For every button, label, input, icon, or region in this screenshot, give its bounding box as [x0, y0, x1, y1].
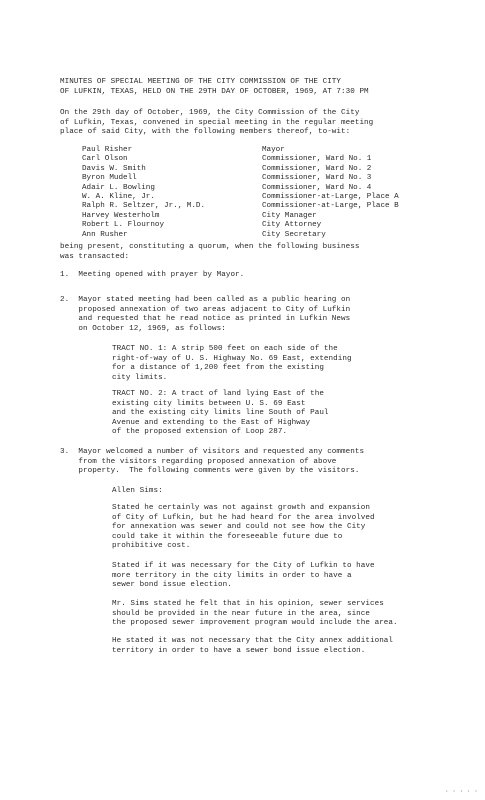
member-name: Byron Mudell [82, 174, 137, 183]
agenda-item-3: 3. Mayor welcomed a number of visitors and requested any comments from the visitors regarding proposed annexation of above property. The following comments were given by the visitors. [60, 448, 365, 476]
member-role: Commissioner-at-Large, Place A [262, 192, 399, 201]
tract-1-description: TRACT NO. 1: A strip 500 feet on each side of the right-of-way of U. S. Highway No. 69 East, extending for a distance of 1,200 feet from the existing city limits. [112, 345, 352, 382]
member-name: Robert L. Flournoy [82, 221, 165, 230]
member-row [82, 212, 442, 221]
agenda-item-1: 1. Meeting opened with prayer by Mayor. [60, 271, 245, 279]
quorum-paragraph: being present, constituting a quorum, when the following business was transacted: [60, 243, 360, 261]
member-row [82, 221, 442, 230]
member-role: Mayor [262, 146, 285, 154]
comment-paragraph: Stated if it was necessary for the City of Lufkin to have more territory in the city limits in order to have a sewer bond issue election. [112, 562, 375, 590]
member-name: Ralph R. Seltzer, Jr., M.D. [82, 202, 206, 211]
agenda-item-2: 2. Mayor stated meeting had been called as a public hearing on proposed annexation of two areas adjacent to City of Lufkin and requested that he read notice as printed in Lufkin News on October 12, 1969, as follows: [60, 296, 351, 333]
member-role: Commissioner, Ward No. 4 [262, 183, 372, 192]
member-row [82, 146, 442, 155]
member-role: Commissioner, Ward No. 2 [262, 164, 372, 173]
minutes-title: MINUTES OF SPECIAL MEETING OF THE CITY COMMISSION OF THE CITY OF LUFKIN, TEXAS, HELD ON THE 29TH DAY OF OCTOBER, 1969, AT 7:30 PM [60, 78, 369, 96]
comment-paragraph: Stated he certainly was not against growth and expansion of City of Lufkin, but he had heard for the area involved for annexation was sewer and could not see how the City could take it within the foreseeable future due to prohibitive cost. [112, 504, 375, 551]
member-role: City Manager [262, 211, 317, 220]
members-list [82, 146, 442, 240]
member-row [82, 231, 442, 240]
member-role: Commissioner, Ward No. 1 [262, 155, 372, 164]
tract-2-description: TRACT NO. 2: A tract of land lying East of the existing city limits between U. S. 69 East and the existing city limits line South of Paul Avenue and extending to the East of Highway of the proposed extension of Loop 287. [112, 390, 329, 437]
member-role: Commissioner-at-Large, Place B [262, 202, 399, 211]
intro-paragraph: On the 29th day of October, 1969, the City Commission of the City of Lufkin, Texas, convened in special meeting in the regular meeting place of said City, with the following members thereof, to-wit: [60, 109, 374, 137]
member-name: Carl Olson [82, 155, 128, 164]
member-role: City Attorney [262, 221, 322, 230]
member-name: Ann Rusher [82, 230, 128, 239]
member-role: City Secretary [262, 230, 326, 239]
member-row [82, 193, 442, 202]
member-row [82, 174, 442, 183]
member-name: Davis W. Smith [82, 164, 146, 173]
member-row [82, 202, 442, 211]
comment-paragraph: Mr. Sims stated he felt that in his opinion, sewer services should be provided in the near future in the area, since the proposed sewer improvement program would include the area. [112, 600, 398, 628]
member-row [82, 184, 442, 193]
speaker-heading: Allen Sims: [112, 487, 163, 495]
member-name: W. A. Kline, Jr. [82, 192, 155, 201]
member-name: Adair L. Bowling [82, 183, 155, 192]
member-row [82, 155, 442, 164]
member-name: Paul Risher [82, 146, 133, 154]
member-row [82, 165, 442, 174]
member-name: Harvey Westerholm [82, 211, 160, 220]
member-role: Commissioner, Ward No. 3 [262, 174, 372, 183]
footer-mark: · · · · · [445, 788, 478, 795]
comment-paragraph: He stated it was not necessary that the City annex additional territory in order to have a sewer bond issue election. [112, 637, 394, 655]
